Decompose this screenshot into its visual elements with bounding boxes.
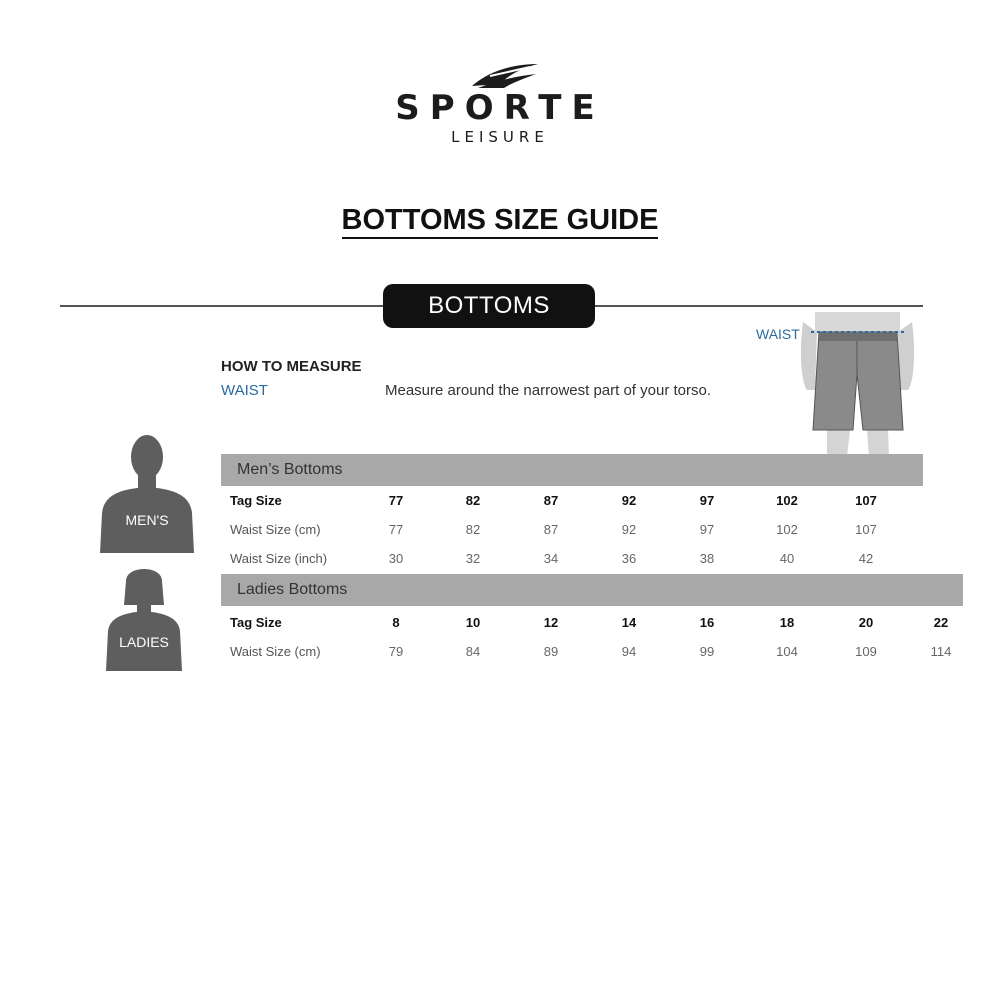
table-cell: 36 (621, 551, 637, 566)
table-cell: 92 (621, 522, 637, 537)
table-cell: 107 (855, 493, 877, 508)
table-cell: 94 (621, 644, 637, 659)
table-cell: 87 (543, 522, 559, 537)
table-cell: 38 (699, 551, 715, 566)
brand-subtitle: LEISURE (451, 128, 549, 146)
table-cell: 77 (388, 493, 404, 508)
measure-description: Measure around the narrowest part of your torso. (385, 382, 712, 399)
table-cell: 97 (699, 493, 715, 508)
table-cell: 10 (465, 615, 481, 630)
row-label: Waist Size (cm) (230, 522, 321, 537)
mens-silhouette-label: MEN'S (125, 512, 169, 528)
table-cell: 84 (465, 644, 481, 659)
section-divider-left (60, 305, 385, 307)
shorts-illustration-icon (795, 312, 920, 457)
mens-table-header: Men’s Bottoms (221, 454, 923, 486)
table-cell: 40 (779, 551, 795, 566)
sporte-logo-mark-icon (470, 62, 540, 90)
table-cell: 42 (858, 551, 874, 566)
table-cell: 89 (543, 644, 559, 659)
row-label: Tag Size (230, 493, 282, 508)
table-cell: 8 (392, 615, 400, 630)
table-cell: 87 (543, 493, 559, 508)
mens-silhouette-icon (98, 433, 196, 553)
table-cell: 77 (388, 522, 404, 537)
table-cell: 99 (699, 644, 715, 659)
ladies-table-header: Ladies Bottoms (221, 574, 963, 606)
page-title (200, 204, 800, 237)
table-cell: 107 (855, 522, 877, 537)
table-cell: 82 (465, 493, 481, 508)
table-cell: 16 (699, 615, 715, 630)
table-cell: 102 (776, 522, 798, 537)
ladies-silhouette-icon (104, 561, 184, 671)
table-cell: 34 (543, 551, 559, 566)
table-cell: 32 (465, 551, 481, 566)
table-cell: 79 (388, 644, 404, 659)
table-cell: 102 (776, 493, 798, 508)
table-cell: 114 (930, 644, 952, 659)
page-title-text: BOTTOMS SIZE GUIDE (342, 204, 659, 239)
table-cell: 92 (621, 493, 637, 508)
table-cell: 18 (779, 615, 795, 630)
brand-name: SPORTE (395, 88, 605, 128)
section-divider-right (595, 305, 923, 307)
table-cell: 104 (776, 644, 798, 659)
table-cell: 30 (388, 551, 404, 566)
table-cell: 82 (465, 522, 481, 537)
how-to-measure-heading: HOW TO MEASURE (221, 358, 362, 375)
measure-part-label: WAIST (221, 382, 268, 399)
table-cell: 22 (933, 615, 949, 630)
table-cell: 109 (855, 644, 877, 659)
section-title: BOTTOMS (383, 284, 595, 328)
table-cell: 12 (543, 615, 559, 630)
table-cell: 14 (621, 615, 637, 630)
row-label: Waist Size (cm) (230, 644, 321, 659)
ladies-silhouette-label: LADIES (119, 634, 169, 650)
row-label: Tag Size (230, 615, 282, 630)
illustration-waist-label: WAIST (756, 326, 800, 342)
row-label: Waist Size (inch) (230, 551, 328, 566)
table-cell: 20 (858, 615, 874, 630)
table-cell: 97 (699, 522, 715, 537)
